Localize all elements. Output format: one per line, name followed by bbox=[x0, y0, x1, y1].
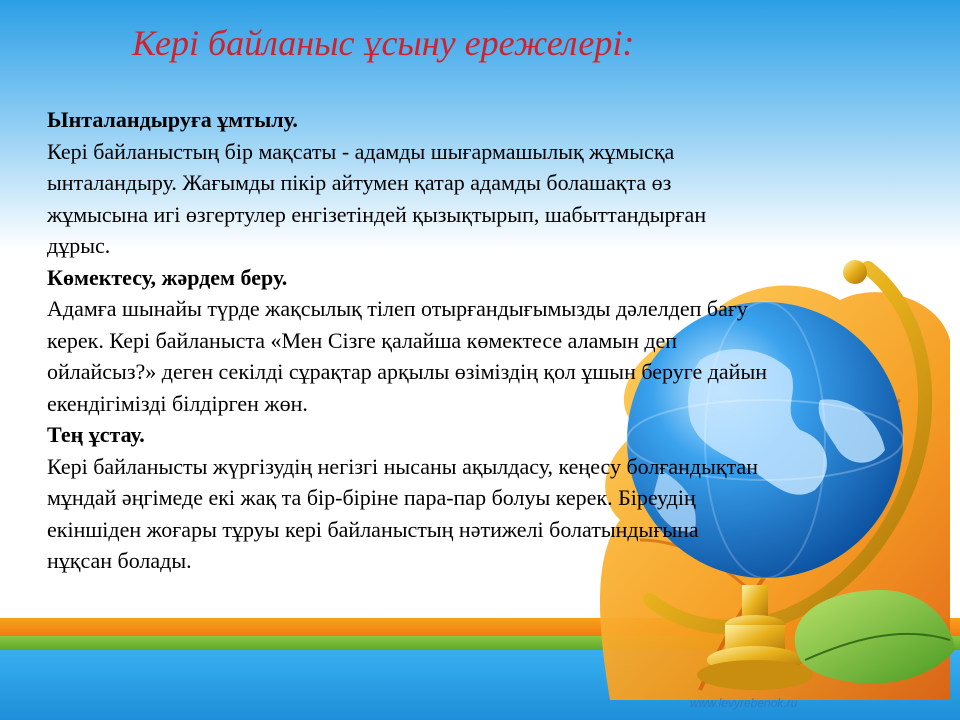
section-heading: Көмектесу, жәрдем беру. bbox=[47, 264, 288, 290]
section-line: Кері байланысты жүргізудің негізгі нысаны ақылдасу, кеңесу болғандықтан bbox=[47, 453, 759, 479]
section-line: нұқсан болады. bbox=[47, 548, 192, 573]
section-line: екендігімізді білдірген жөн. bbox=[47, 390, 308, 416]
watermark: www.levyrebenok.ru bbox=[690, 696, 798, 710]
slide-title: Кері байланыс ұсыну ережелері: bbox=[132, 23, 635, 63]
section-line: жұмысына игі өзгертулер енгізетіндей қызықтырып, шабыттандырған bbox=[47, 201, 707, 227]
section-line: екіншіден жоғары тұруы кері байланыстың нәтижелі болатындығына bbox=[47, 516, 699, 542]
section-line: мұндай әңгімеде екі жақ та бір-біріне пара-пар болуы керек. Біреудің bbox=[47, 485, 696, 510]
section-line: Кері байланыстың бір мақсаты - адамды шығармашылық жұмысқа bbox=[47, 138, 675, 164]
section-line: ынталандыру. Жағымды пікір айтумен қатар адамды болашақта өз bbox=[47, 170, 672, 195]
section-line: дұрыс. bbox=[47, 233, 111, 258]
section-heading: Тең ұстау. bbox=[47, 422, 145, 447]
section-line: Адамға шынайы түрде жақсылық тілеп отырғандығымызды дәлелдеп бағу bbox=[47, 296, 748, 321]
section-heading: Ынталандыруға ұмтылу. bbox=[47, 107, 298, 132]
section-line: ойлайсыз?» деген секілді сұрақтар арқылы өзіміздің қол ұшын беруге дайын bbox=[47, 359, 768, 384]
section-line: керек. Кері байланыста «Мен Сізге қалайша көмектесе аламын деп bbox=[47, 327, 678, 353]
slide-content bbox=[47, 104, 927, 577]
